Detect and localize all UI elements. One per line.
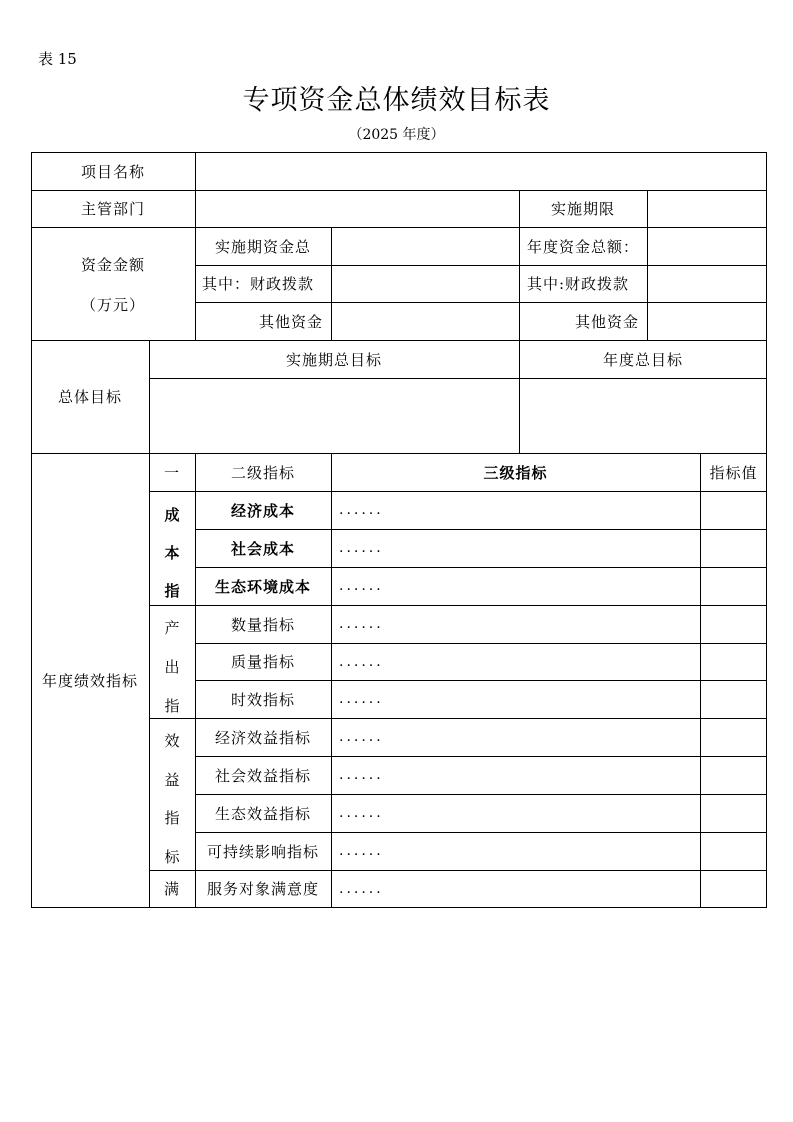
level3-indicator[interactable]: ...... xyxy=(339,691,384,707)
indicator-value[interactable] xyxy=(700,756,767,794)
year-goal-value[interactable] xyxy=(519,378,767,453)
year-total-label: 年度资金总额： xyxy=(527,237,640,256)
impl-total-label: 实施期资金总 xyxy=(214,237,311,256)
year-fiscal-label: 其中:财政拨款 xyxy=(527,275,630,293)
benefit-group-char: 益 xyxy=(164,771,180,789)
project-name-value[interactable] xyxy=(195,152,767,190)
funds-label: 资金金额 xyxy=(80,255,145,274)
indicator-value[interactable] xyxy=(700,870,767,907)
year-other-label: 其他资金 xyxy=(574,312,639,331)
output-group-char: 出 xyxy=(164,658,180,676)
impl-total-value[interactable] xyxy=(331,227,519,265)
level3-indicator[interactable]: ...... xyxy=(339,767,384,783)
level3-indicator[interactable]: ...... xyxy=(339,880,384,897)
output-group-char: 产 xyxy=(164,619,180,637)
indicator-value[interactable] xyxy=(700,529,767,567)
benefit-group-char: 指 xyxy=(164,809,180,827)
level2-header: 二级指标 xyxy=(230,463,295,482)
output-indicator-group xyxy=(150,606,194,718)
level2-indicator: 质量指标 xyxy=(230,653,295,671)
level3-indicator[interactable]: ...... xyxy=(339,540,384,556)
value-header: 指标值 xyxy=(709,463,758,482)
goals-label: 总体目标 xyxy=(57,388,122,406)
indicator-value[interactable] xyxy=(700,605,767,643)
benefit-group-char: 标 xyxy=(164,848,180,866)
impl-goal-label: 实施期总目标 xyxy=(285,350,382,369)
indicator-value[interactable] xyxy=(700,491,767,529)
level2-indicator: 数量指标 xyxy=(230,615,295,634)
level2-indicator: 经济效益指标 xyxy=(214,728,311,747)
cost-group-char: 成 xyxy=(164,506,180,524)
page-title: 专项资金总体绩效目标表 xyxy=(242,85,551,116)
level2-indicator: 经济成本 xyxy=(230,501,295,520)
level3-header: 三级指标 xyxy=(483,463,548,482)
period-value[interactable] xyxy=(647,190,767,227)
indicator-value[interactable] xyxy=(700,718,767,756)
dept-label: 主管部门 xyxy=(80,200,145,218)
impl-goal-value[interactable] xyxy=(149,378,519,453)
level3-indicator[interactable]: ...... xyxy=(339,578,384,594)
impl-other-value[interactable] xyxy=(331,302,519,340)
impl-other-label: 其他资金 xyxy=(258,312,323,331)
level3-indicator[interactable]: ...... xyxy=(339,502,384,518)
benefit-indicator-group xyxy=(150,719,194,870)
level3-indicator[interactable]: ...... xyxy=(339,805,384,821)
level3-indicator[interactable]: ...... xyxy=(339,729,384,745)
indicators-section-label: 年度绩效指标 xyxy=(41,671,138,690)
level2-indicator: 时效指标 xyxy=(230,690,295,709)
cost-indicator-group xyxy=(150,492,194,605)
cost-group-char: 指 xyxy=(164,582,180,600)
level3-indicator[interactable]: ...... xyxy=(339,843,384,859)
satisfaction-indicator-group: 满 xyxy=(163,880,180,898)
year-fiscal-value[interactable] xyxy=(647,265,767,302)
indicator-value[interactable] xyxy=(700,567,767,605)
cost-group-char: 本 xyxy=(164,544,180,562)
level2-indicator: 生态环境成本 xyxy=(214,577,311,596)
indicator-value[interactable] xyxy=(700,680,767,718)
level3-indicator[interactable]: ...... xyxy=(339,653,384,670)
indicator-value[interactable] xyxy=(700,832,767,870)
page-subtitle: （2025 年度） xyxy=(348,127,445,143)
level2-indicator: 可持续影响指标 xyxy=(206,842,319,861)
year-other-value[interactable] xyxy=(647,302,767,340)
level3-indicator[interactable]: ...... xyxy=(339,616,384,632)
benefit-group-char: 效 xyxy=(164,732,180,750)
level2-indicator: 社会成本 xyxy=(230,539,295,558)
impl-fiscal-value[interactable] xyxy=(331,265,519,302)
year-goal-label: 年度总目标 xyxy=(602,350,683,369)
funds-unit: （万元） xyxy=(80,295,145,314)
level2-indicator: 生态效益指标 xyxy=(214,804,311,823)
project-name-label: 项目名称 xyxy=(80,162,145,181)
period-label: 实施期限 xyxy=(550,200,615,218)
level1-header: 一 xyxy=(163,463,180,482)
indicator-value[interactable] xyxy=(700,794,767,832)
level2-indicator: 社会效益指标 xyxy=(214,766,311,785)
impl-fiscal-label: 其中：财政拨款 xyxy=(202,275,315,293)
dept-value[interactable] xyxy=(195,190,519,227)
indicator-value[interactable] xyxy=(700,643,767,680)
table-number: 表 15 xyxy=(38,50,77,68)
output-group-char: 指 xyxy=(164,697,180,715)
year-total-value[interactable] xyxy=(647,227,767,265)
level2-indicator: 服务对象满意度 xyxy=(206,880,319,898)
